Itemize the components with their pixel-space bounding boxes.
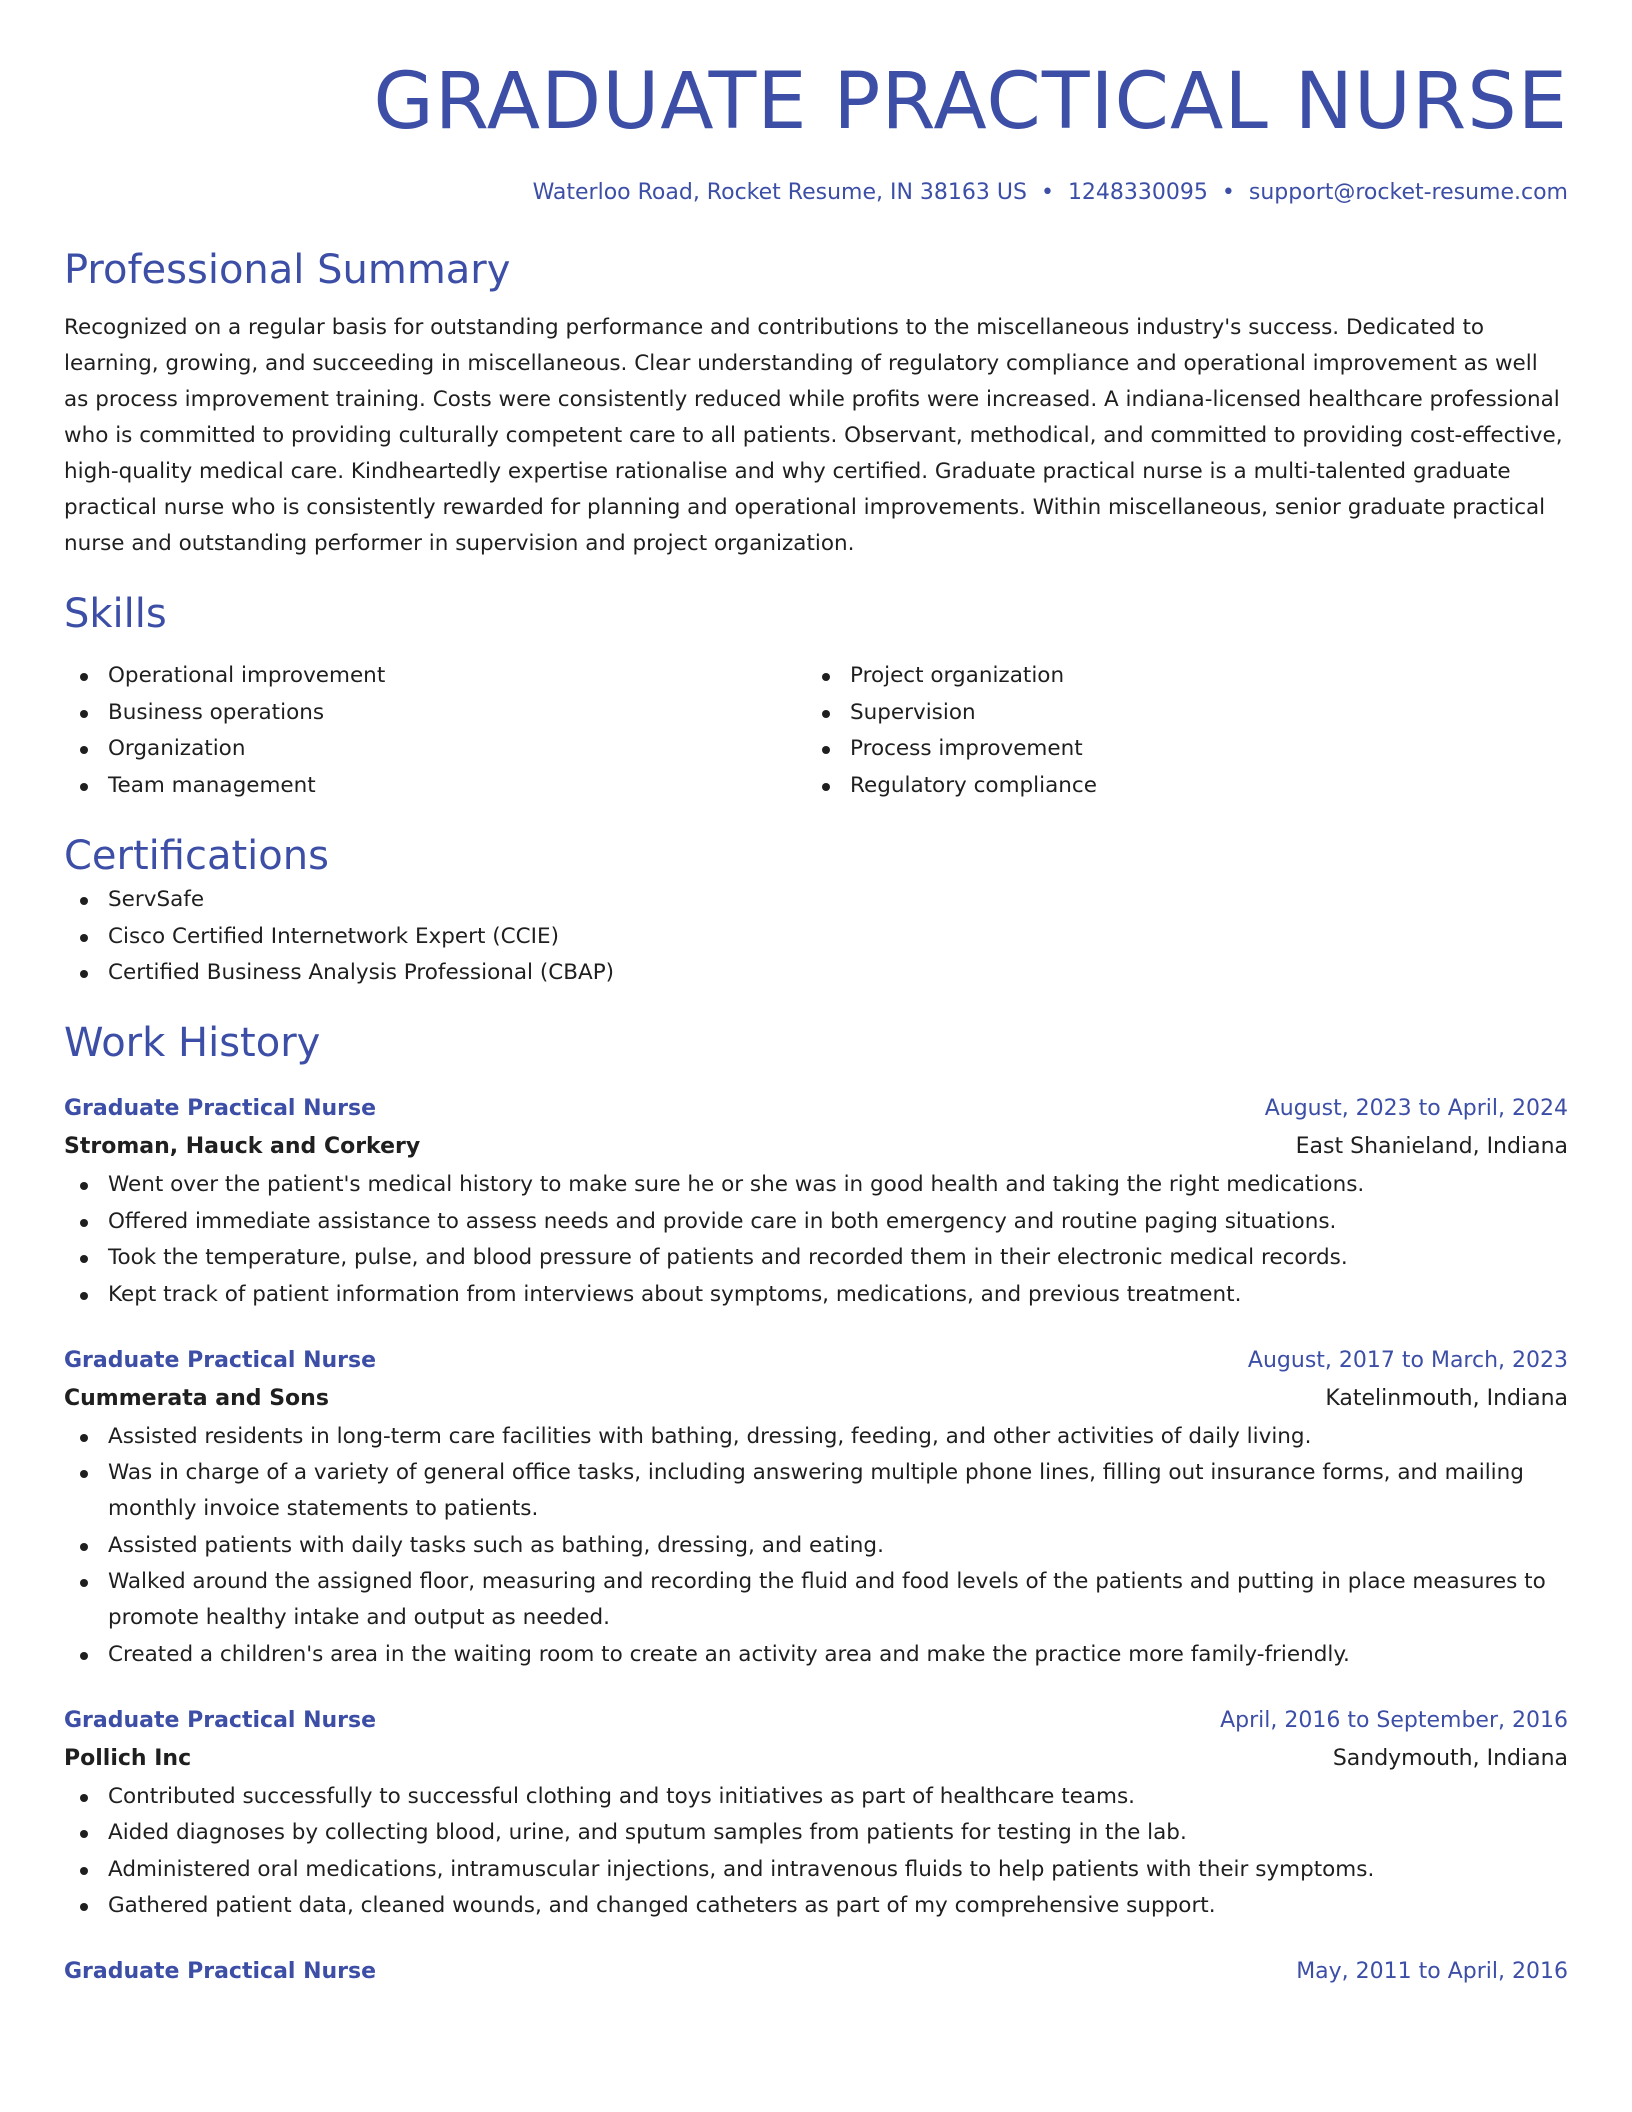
skills-grid xyxy=(64,658,1568,804)
summary-text: Recognized on a regular basis for outstanding performance and contributions to the miscellaneous industry's success. Dedicated to learning, growing, and succeeding in miscellaneous. Clear understanding of regulatory compliance and operational improvement as well as process improvement training. Costs were consistently reduced while profits were increased. A indiana-licensed healthcare professional who is committed to providing culturally competent care to all patients. Observant, methodical, and committed to providing cost-effective, high-quality medical care. Kindheartedly expertise rationalise and why certified. Graduate practical nurse is a multi-talented graduate practical nurse who is consistently rewarded for planning and operational improvements. Within miscellaneous, senior graduate practical nurse and outstanding performer in supervision and project organization. xyxy=(64,315,1563,556)
job-bullet: Assisted patients with daily tasks such as bathing, dressing, and eating. xyxy=(64,1528,1568,1564)
job-company: Stroman, Hauck and Corkery xyxy=(64,1134,421,1159)
job-bullet: Kept track of patient information from interviews about symptoms, medications, and previous treatment. xyxy=(64,1277,1568,1313)
job-bullet-list xyxy=(64,1779,1568,1925)
job-title: Graduate Practical Nurse xyxy=(64,1707,377,1733)
skill-item: Regulatory compliance xyxy=(806,768,1568,804)
contact-address: Waterloo Road, Rocket Resume, IN 38163 US xyxy=(532,180,1027,205)
job-entry xyxy=(64,1343,1568,1673)
job-bullet: Offered immediate assistance to assess needs and provide care in both emergency and routine paging situations. xyxy=(64,1204,1568,1240)
job-header-row xyxy=(64,1954,1568,1990)
skills-list-right xyxy=(806,658,1568,804)
job-bullet: Assisted residents in long-term care facilities with bathing, dressing, feeding, and other activities of daily living. xyxy=(64,1419,1568,1455)
job-employer-row xyxy=(64,1127,1568,1167)
contact-phone: 1248330095 xyxy=(1067,180,1208,205)
contact-separator: • xyxy=(1040,180,1054,205)
skill-item: Process improvement xyxy=(806,731,1568,767)
contact-separator: • xyxy=(1221,180,1235,205)
job-title: Graduate Practical Nurse xyxy=(64,1096,377,1121)
job-dates: August, 2017 to March, 2023 xyxy=(1247,1347,1568,1373)
job-entry xyxy=(64,1954,1568,1990)
job-bullet-list xyxy=(64,1167,1568,1313)
job-company: Cummerata and Sons xyxy=(64,1385,329,1411)
skill-item: Project organization xyxy=(806,658,1568,694)
skills-heading: Skills xyxy=(64,591,167,637)
job-bullet: Walked around the assigned floor, measuring and recording the fluid and food levels of the patients and putting in place measures to promote healthy intake and output as needed. xyxy=(64,1564,1568,1636)
skill-item: Team management xyxy=(64,768,806,804)
resume-header xyxy=(64,50,1568,208)
candidate-name: GRADUATE PRACTICAL NURSE xyxy=(373,57,1568,147)
job-bullet: Contributed successfully to successful clothing and toys initiatives as part of healthcare teams. xyxy=(64,1779,1568,1815)
job-bullet: Aided diagnoses by collecting blood, urine, and sputum samples from patients for testing in the lab. xyxy=(64,1815,1568,1851)
job-company: Pollich Inc xyxy=(64,1745,192,1771)
job-bullet-list xyxy=(64,1419,1568,1673)
job-bullet: Administered oral medications, intramuscular injections, and intravenous fluids to help patients with their symptoms. xyxy=(64,1852,1568,1888)
job-header-row xyxy=(64,1091,1568,1127)
job-employer-row xyxy=(64,1379,1568,1419)
job-location: Katelinmouth, Indiana xyxy=(1325,1385,1568,1411)
certification-item: ServSafe xyxy=(64,882,1568,918)
job-bullet: Took the temperature, pulse, and blood pressure of patients and recorded them in their electronic medical records. xyxy=(64,1240,1568,1276)
job-bullet: Created a children's area in the waiting room to create an activity area and make the practice more family-friendly. xyxy=(64,1637,1568,1673)
job-dates: August, 2023 to April, 2024 xyxy=(1264,1096,1568,1121)
job-bullet: Was in charge of a variety of general office tasks, including answering multiple phone lines, filling out insurance forms, and mailing monthly invoice statements to patients. xyxy=(64,1455,1568,1527)
certifications-heading: Certifications xyxy=(64,833,329,879)
summary-heading: Professional Summary xyxy=(64,247,511,293)
contact-line xyxy=(64,178,1568,208)
job-entry xyxy=(64,1703,1568,1925)
job-dates: April, 2016 to September, 2016 xyxy=(1220,1707,1568,1733)
job-header-row xyxy=(64,1703,1568,1739)
work-history-heading: Work History xyxy=(64,1020,321,1066)
skills-list-left xyxy=(64,658,806,804)
job-entry xyxy=(64,1091,1568,1313)
job-location: Sandymouth, Indiana xyxy=(1332,1745,1568,1771)
skill-item: Supervision xyxy=(806,695,1568,731)
skill-item: Operational improvement xyxy=(64,658,806,694)
certification-item: Certified Business Analysis Professional (CBAP) xyxy=(64,955,1568,991)
skill-item: Organization xyxy=(64,731,806,767)
certifications-list xyxy=(64,882,1568,991)
job-header-row xyxy=(64,1343,1568,1379)
job-location: East Shanieland, Indiana xyxy=(1295,1134,1568,1159)
job-employer-row xyxy=(64,1739,1568,1779)
job-title: Graduate Practical Nurse xyxy=(64,1959,377,1984)
job-dates: May, 2011 to April, 2016 xyxy=(1296,1959,1568,1984)
skill-item: Business operations xyxy=(64,695,806,731)
job-title: Graduate Practical Nurse xyxy=(64,1347,377,1373)
job-bullet: Gathered patient data, cleaned wounds, and changed catheters as part of my comprehensive support. xyxy=(64,1888,1568,1924)
job-bullet: Went over the patient's medical history to make sure he or she was in good health and taking the right medications. xyxy=(64,1167,1568,1203)
certification-item: Cisco Certified Internetwork Expert (CCIE) xyxy=(64,919,1568,955)
contact-email[interactable]: support@rocket-resume.com xyxy=(1248,180,1568,205)
